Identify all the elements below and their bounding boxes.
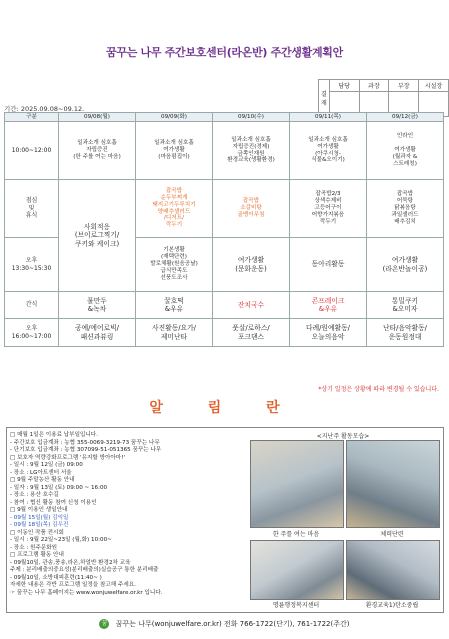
photo-caption: 한 주를 여는 마음 xyxy=(272,531,320,538)
approval-label: 결재 xyxy=(319,80,330,117)
notice-item: - 일자 : 9월 13일 (토) 09:00 ~ 16:00 xyxy=(10,484,108,491)
schedule-cell: 일과소개 심호흡 여가생활 (아쿠시청- 식물&오이기) xyxy=(290,122,367,180)
schedule-cell: 사진활동/요가/ 제미난타 xyxy=(136,319,213,347)
approval-role: 과장 xyxy=(359,80,389,92)
activity-photo xyxy=(250,540,344,600)
notice-item: - 일시 : 9월 12일 (금) 09:00 xyxy=(10,462,83,468)
row-label: 간식 xyxy=(5,292,59,319)
schedule-cell: 일과소개 심호흡 자립증진 (한 주를 여는 마음) xyxy=(59,122,136,180)
notice-item: □ 9월 이용인 생일안내 xyxy=(10,507,68,513)
schedule-cell: 사회적응 (브이로그찍기/ 쿠키와 케이크) xyxy=(59,180,136,292)
schedule-note: *상기 일정은 상황에 따라 변경될 수 있습니다. xyxy=(318,386,439,393)
snack-cell: 통밀쿠키 &오미자 xyxy=(367,292,444,319)
notice-item: □ 프로그램 활동 안내 xyxy=(10,552,64,558)
day-header: 09/09(화) xyxy=(136,113,213,122)
schedule-cell: 인라인 여가생활 (월과자 & 스트레칭) xyxy=(367,122,444,180)
schedule-cell: 동아리활동 xyxy=(290,238,367,292)
lunch-menu: 잡곡밥 소갈비탕 골뱅이무침 xyxy=(213,180,290,238)
snack-cell: 콘프레이크 &우유 xyxy=(290,292,367,319)
corner-header: 구분 xyxy=(5,113,59,122)
row-label: 오후 13:30~15:30 xyxy=(5,238,59,292)
notice-item: - 장소 : 용산 호수길 xyxy=(10,492,59,498)
schedule-cell: 여가생활 (문화운동) xyxy=(213,238,290,292)
photos-title: <지난주 활동모습> xyxy=(316,433,370,440)
approval-role: 담당 xyxy=(329,80,359,92)
snack-cell: 잔치국수 xyxy=(213,292,290,319)
lunch-menu: 잡곡밥 순두부찌개 돼지고기두루치기 양배추샐러드 /디저트/ 깍두기 xyxy=(136,180,213,238)
photo-caption: 환경교육1)탄소중립 xyxy=(365,602,419,609)
notice-item: 주제 : 분리배출의중요성(분리배출의)실습공구 통한 분리배출 xyxy=(10,567,159,573)
notice-item: □ 이동인 작품 전시회 xyxy=(10,529,64,536)
schedule-cell: 난타/음악활동/ 운동원정대 xyxy=(367,319,444,347)
notice-item: □ 매월 1일은 이용료 납부일입니다. xyxy=(10,432,98,438)
notice-item: - 일시 : 9월 22일~23일 (월,화) 10:00~ xyxy=(10,537,112,543)
notice-item: - 09월10일, 관송,풍송,라온,하얼반 환경2차 교육 xyxy=(10,559,131,566)
row-label: 10:00~12:00 xyxy=(5,122,59,180)
schedule-table xyxy=(4,112,444,347)
notice-item: □ 9월 주말농산 활동 안내 xyxy=(10,477,75,483)
schedule-cell: 일과소개 심호흡 자립증진(경제) 금쪽인재원 환경교육(생활환경) xyxy=(213,122,290,180)
notice-item: - 장소 : LG아트센터 서울 xyxy=(10,469,72,476)
notice-title: 알 림 란 xyxy=(149,400,300,416)
notice-item: - 09월 15일(월) 김익일 xyxy=(10,514,69,521)
notice-item: - 09월 18일(목) 김우진 xyxy=(10,522,69,528)
schedule-cell: 기본생활 (재택단련) 발로체활(원음공날) 급식만족도 선풍도조사 xyxy=(136,238,213,292)
lunch-menu: 잡곡밥 어묵탕 닭볶음탕 과일샐러드 배추김치 xyxy=(367,180,444,238)
notice-list xyxy=(10,432,240,597)
notice-item: - 단기보호 입금계좌 : 농협 307099-51-051365 꿈꾸는 나무 xyxy=(10,447,162,453)
row-label: 오후 16:00~17:00 xyxy=(5,319,59,347)
notice-item: □ 보호자 역량강화프로그램 '유지할 방아아마!' xyxy=(10,454,125,461)
schedule-cell: 다례/원예활동/ 오늘의음악 xyxy=(290,319,367,347)
day-header: 09/11(목) xyxy=(290,113,367,122)
schedule-cell: 공예/에어로빅/ 패션과뷰링 xyxy=(59,319,136,347)
period-label: 기간: 2025.09.08~09.12. xyxy=(4,105,85,113)
activity-photo xyxy=(346,440,440,528)
tree-logo-icon: 꿈 xyxy=(99,619,109,629)
activity-photo xyxy=(346,540,440,600)
day-header: 09/08(월) xyxy=(59,113,136,122)
schedule-cell: 여가생활 (라온반놀이공) xyxy=(367,238,444,292)
schedule-cell: 일과소개 심호흡 여가생활 (마음펌집이) xyxy=(136,122,213,180)
lunch-menu: 잡곡밥2/3 상색수제비 고등어구이 어향가지볶음 깍두기 xyxy=(290,180,367,238)
day-header: 09/10(수) xyxy=(213,113,290,122)
photo-caption: 명륜행정복지센터 xyxy=(272,602,320,609)
day-header: 09/12(금) xyxy=(367,113,444,122)
footer-text: 꿈꾸는 나무(wonjuwelfare.or.kr) 전화 766-1722(단기), 761-1722(주간) xyxy=(115,620,350,628)
notice-item: - 장소 : 원주문화원 xyxy=(10,544,58,551)
approval-role: 부장 xyxy=(389,80,419,92)
schedule-cell: 풋살/로하스/ 포크댄스 xyxy=(213,319,290,347)
notice-item: - 09월10일, 소방대피훈련(11:40~ ) xyxy=(10,574,102,581)
footer xyxy=(0,619,449,639)
activity-photo xyxy=(250,440,344,528)
notice-item: - 주간보호 입금계좌 : 농협 355-0069-3219-73 꿈꾸는 나무 xyxy=(10,439,160,446)
notice-item: - 참여 : 협신 활동 참여 신청 이용인 xyxy=(10,499,97,506)
approval-role: 시설장 xyxy=(419,80,449,92)
notice-item: ☞ 꿈꾸는 나무 홈페이지는 www.wonjuwelfare.or.kr 입니다. xyxy=(10,589,163,596)
notice-item: 자세한 내용은 각반 프로그램 일정을 참고해 주세요. xyxy=(10,582,136,588)
row-label: 점심 및 휴식 xyxy=(5,180,59,238)
photo-caption: 체력단련 xyxy=(380,531,404,538)
snack-cell: 물만두 &녹차 xyxy=(59,292,136,319)
page-title: 꿈꾸는 나무 주간보호센터(라온반) 주간생활계획안 xyxy=(106,46,343,59)
snack-cell: 꿀호떡 &우유 xyxy=(136,292,213,319)
